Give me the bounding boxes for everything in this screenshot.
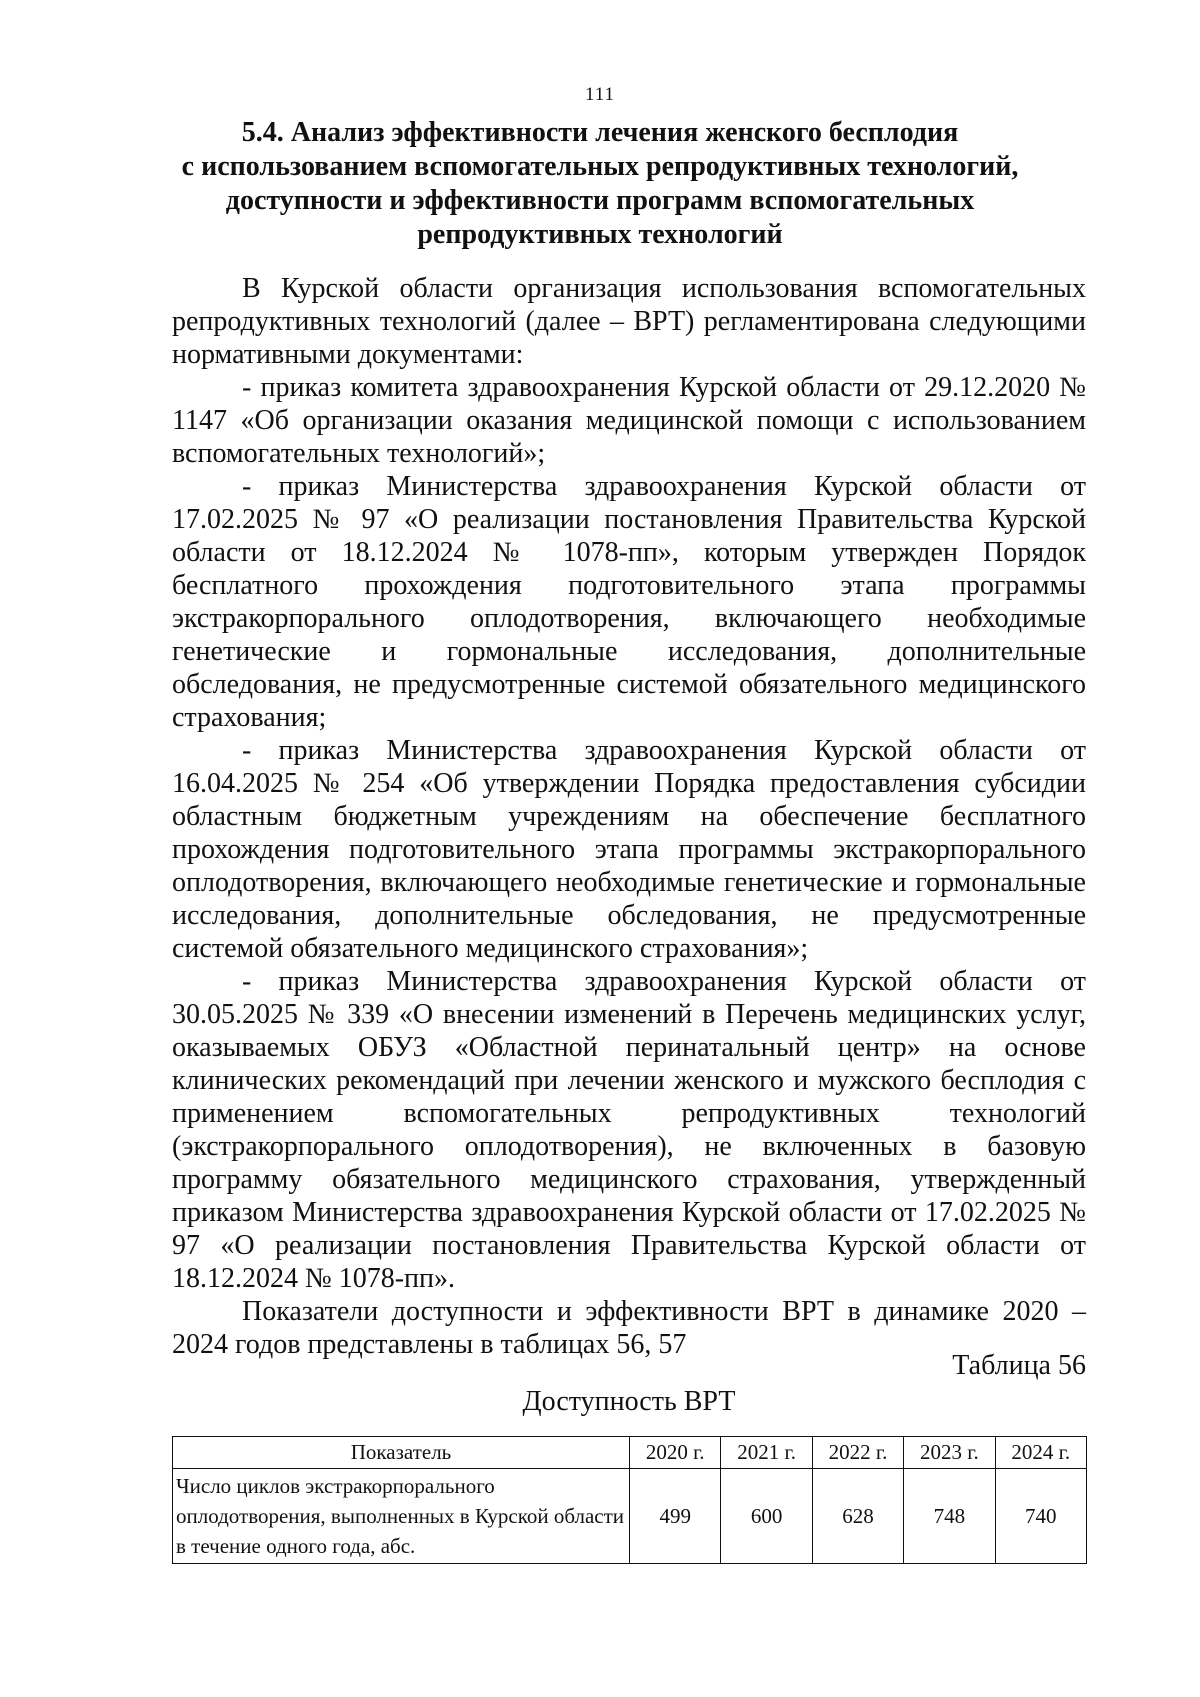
document-list-item: - приказ Министерства здравоохранения Курской области от 16.04.2025 № 254 «Об утверждении Порядка предоставления субсидии областным бюджетным учреждениям на обеспечение бесплатного прохождения подготовительного этапа программы экстракорпорального оплодотворения, включающего необходимые генетические и гормональные исследования, дополнительные обследования, не предусмотренные системой обязательного медицинского страхования»; bbox=[172, 735, 1086, 964]
header-cell-year: 2020 г. bbox=[630, 1437, 721, 1469]
document-list-item: - приказ комитета здравоохранения Курской области от 29.12.2020 № 1147 «Об организации оказания медицинской помощи с использованием вспомогательных технологий»; bbox=[172, 372, 1086, 469]
table-label: Таблица 56 bbox=[952, 1350, 1086, 1381]
document-list-item: - приказ Министерства здравоохранения Курской области от 17.02.2025 № 97 «О реализации постановления Правительства Курской области от 18.12.2024 № 1078-пп», которым утвержден Порядок бесплатного прохождения подготовительного этапа программы экстракорпорального оплодотворения, включающего необходимые генетические и гормональные исследования, дополнительные обследования, не предусмотренные системой обязательного медицинского страхования; bbox=[172, 471, 1086, 733]
page-number: 111 bbox=[584, 84, 616, 105]
intro-paragraph: В Курской области организация использования вспомогательных репродуктивных технологий (далее – ВРТ) регламентирована следующими нормативными документами: bbox=[172, 273, 1086, 370]
body-text bbox=[172, 272, 1086, 1361]
section-title-line: репродуктивных технологий bbox=[417, 219, 783, 250]
table-row bbox=[173, 1469, 1087, 1564]
indicator-cell: Число циклов экстракорпорального оплодотворения, выполненных в Курской области в течение одного года, абс. bbox=[173, 1469, 630, 1564]
header-cell-year: 2023 г. bbox=[904, 1437, 995, 1469]
section-title-line: с использованием вспомогательных репродуктивных технологий, bbox=[181, 151, 1019, 182]
document-list-item: - приказ Министерства здравоохранения Курской области от 30.05.2025 № 339 «О внесении изменений в Перечень медицинских услуг, оказываемых ОБУЗ «Областной перинатальный центр» на основе клинических рекомендаций при лечении женского и мужского бесплодия с применением вспомогательных репродуктивных технологий (экстракорпорального оплодотворения), не включенных в базовую программу обязательного медицинского страхования, утвержденный приказом Министерства здравоохранения Курской области от 17.02.2025 № 97 «О реализации постановления Правительства Курской области от 18.12.2024 № 1078-пп». bbox=[172, 966, 1086, 1294]
availability-table bbox=[172, 1436, 1087, 1564]
value-cell: 748 bbox=[904, 1469, 995, 1564]
value-cell: 628 bbox=[812, 1469, 903, 1564]
value-cell: 499 bbox=[630, 1469, 721, 1564]
value-cell: 740 bbox=[995, 1469, 1086, 1564]
table-header-row bbox=[173, 1437, 1087, 1469]
value-cell: 600 bbox=[721, 1469, 812, 1564]
section-title bbox=[170, 116, 1030, 252]
header-cell-indicator: Показатель bbox=[173, 1437, 630, 1469]
header-cell-year: 2021 г. bbox=[721, 1437, 812, 1469]
section-title-line: 5.4. Анализ эффективности лечения женского бесплодия bbox=[241, 117, 959, 148]
table-title: Доступность ВРТ bbox=[522, 1386, 736, 1417]
summary-paragraph: Показатели доступности и эффективности ВРТ в динамике 2020 – 2024 годов представлены в таблицах 56, 57 bbox=[172, 1296, 1086, 1360]
section-title-line: доступности и эффективности программ вспомогательных bbox=[225, 185, 975, 216]
header-cell-year: 2022 г. bbox=[812, 1437, 903, 1469]
header-cell-year: 2024 г. bbox=[995, 1437, 1086, 1469]
